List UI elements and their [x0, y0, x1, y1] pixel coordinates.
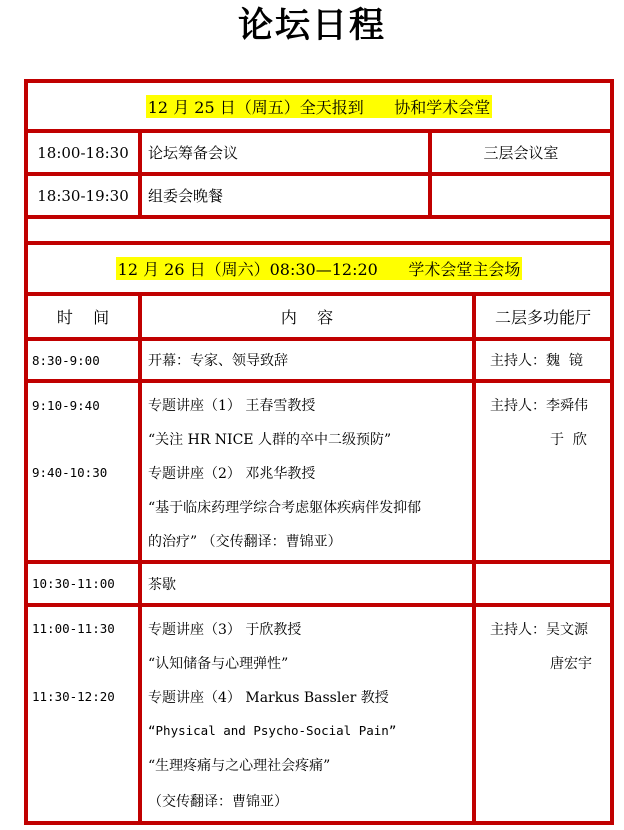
day1-banner-cell [26, 81, 612, 131]
day1-row2-content: 组委会晚餐 [140, 174, 430, 217]
day1-banner: 12 月 25 日（周五）全天报到 协和学术会堂 [146, 95, 493, 118]
s1-content: 开幕：专家、领导致辞 [140, 339, 474, 381]
header-time: 时 间 [26, 294, 140, 339]
day2-banner-cell [26, 243, 612, 294]
s4-host: 主持人：吴文源 唐宏宇 [474, 605, 612, 823]
s4-time: 11:00-11:30 11:30-12:20 [26, 605, 140, 823]
page-title: 论坛日程 [237, 6, 386, 46]
s3-time: 10:30-11:00 [26, 562, 140, 605]
s1-host: 主持人：魏 镜 [474, 339, 612, 381]
day2-banner: 12 月 26 日（周六）08:30—12:20 学术会堂主会场 [116, 257, 523, 280]
s2-content: 专题讲座（1） 王春雪教授 “关注 HR NICE 人群的卒中二级预防” 专题讲座（2） 邓兆华教授 “基于临床药理学综合考虑躯体疾病伴发抑郁 的治疗” （交传翻译：曹锦亚） [140, 381, 474, 562]
s1-time: 8:30-9:00 [26, 339, 140, 381]
day1-row1-content: 论坛筹备会议 [140, 131, 430, 174]
spacer-row [26, 217, 612, 243]
day1-row2-time: 18:30-19:30 [26, 174, 140, 217]
header-place: 二层多功能厅 [474, 294, 612, 339]
s3-host [474, 562, 612, 605]
day1-row2-place [430, 174, 612, 217]
header-content: 内 容 [140, 294, 474, 339]
s3-content: 茶歇 [140, 562, 474, 605]
s4-content: 专题讲座（3） 于欣教授 “认知储备与心理弹性” 专题讲座（4） Markus Bassler 教授 “Physical and Psycho-Social Pain” “生理疼痛与之心理社会疼痛” （交传翻译：曹锦亚） [140, 605, 474, 823]
day1-row1-place: 三层会议室 [430, 131, 612, 174]
s2-time: 9:10-9:40 9:40-10:30 [26, 381, 140, 562]
day1-row1-time: 18:00-18:30 [26, 131, 140, 174]
s2-host: 主持人：李舜伟 于 欣 [474, 381, 612, 562]
